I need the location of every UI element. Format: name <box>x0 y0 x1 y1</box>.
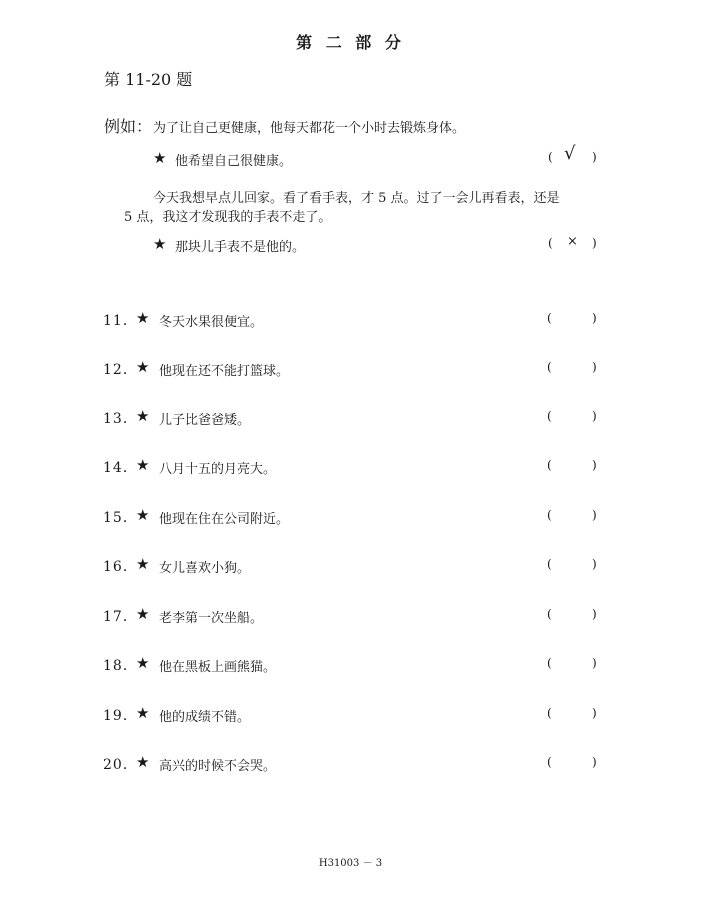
paren-open: ( <box>547 311 552 325</box>
example-statement-1: 他希望自己很健康。 <box>175 154 293 169</box>
star-icon: ★ <box>136 309 150 327</box>
question-text: 八月十五的月亮大。 <box>159 462 277 477</box>
question-number: 14． <box>103 460 138 476</box>
question-text: 他现在还不能打篮球。 <box>159 364 290 379</box>
question-text: 老李第一次坐船。 <box>159 611 264 626</box>
paren-open: ( <box>547 755 552 769</box>
question-text: 儿子比爸爸矮。 <box>159 413 251 428</box>
question-text: 冬天水果很便宜。 <box>159 315 264 330</box>
star-icon: ★ <box>136 358 150 376</box>
paren-close: ) <box>592 458 597 472</box>
question-text: 女儿喜欢小狗。 <box>159 561 251 576</box>
question-range: 第 11-20 题 <box>104 70 193 89</box>
question-number: 13． <box>103 411 138 427</box>
star-icon: ★ <box>136 555 150 573</box>
star-icon: ★ <box>136 654 150 672</box>
star-icon: ★ <box>136 506 150 524</box>
question-number: 16． <box>103 559 138 575</box>
example-text: 为了让自己更健康，他每天都花一个小时去锻炼身体。 <box>153 121 466 136</box>
paren-open: ( <box>547 607 552 621</box>
question-number: 17． <box>103 609 138 625</box>
paren-close: ) <box>592 236 597 250</box>
paren-open: ( <box>547 458 552 472</box>
paren-close: ) <box>592 311 597 325</box>
paren-open: ( <box>547 706 552 720</box>
paren-open: ( <box>548 236 553 250</box>
paren-close: ) <box>592 150 597 164</box>
star-icon: ★ <box>136 704 150 722</box>
example-paragraph-line-2: 5 点，我这才发现我的手表不走了。 <box>124 210 332 225</box>
question-number: 20． <box>103 757 138 773</box>
paren-open: ( <box>547 360 552 374</box>
star-icon: ★ <box>136 605 150 623</box>
paren-close: ) <box>592 409 597 423</box>
check-mark: √ <box>564 143 576 164</box>
paren-close: ) <box>592 706 597 720</box>
cross-mark: × <box>567 234 578 249</box>
question-text: 他的成绩不错。 <box>159 710 251 725</box>
paren-open: ( <box>547 409 552 423</box>
paren-open: ( <box>547 557 552 571</box>
paren-open: ( <box>548 150 553 164</box>
section-title: 第 二 部 分 <box>296 33 405 52</box>
paren-close: ) <box>592 656 597 670</box>
star-icon: ★ <box>136 456 150 474</box>
example-statement-2: 那块儿手表不是他的。 <box>175 240 306 255</box>
star-icon: ★ <box>136 407 150 425</box>
question-number: 15． <box>103 510 138 526</box>
question-number: 12． <box>103 362 138 378</box>
question-number: 18． <box>103 658 138 674</box>
paren-open: ( <box>547 656 552 670</box>
paren-close: ) <box>592 557 597 571</box>
paren-close: ) <box>592 755 597 769</box>
paren-open: ( <box>547 508 552 522</box>
star-icon: ★ <box>136 753 150 771</box>
star-icon: ★ <box>153 235 167 253</box>
paren-close: ) <box>592 607 597 621</box>
example-paragraph-line-1: 今天我想早点儿回家。看了看手表，才 5 点。过了一会儿再看表，还是 <box>153 191 560 206</box>
question-text: 他在黑板上画熊猫。 <box>159 660 277 675</box>
example-label: 例如： <box>104 117 153 136</box>
page-footer: H31003 － 3 <box>318 858 383 869</box>
question-number: 11． <box>103 313 138 329</box>
question-text: 他现在住在公司附近。 <box>159 512 290 527</box>
star-icon: ★ <box>153 149 167 167</box>
question-number: 19． <box>103 708 138 724</box>
paren-close: ) <box>592 508 597 522</box>
question-text: 高兴的时候不会哭。 <box>159 759 277 774</box>
paren-close: ) <box>592 360 597 374</box>
